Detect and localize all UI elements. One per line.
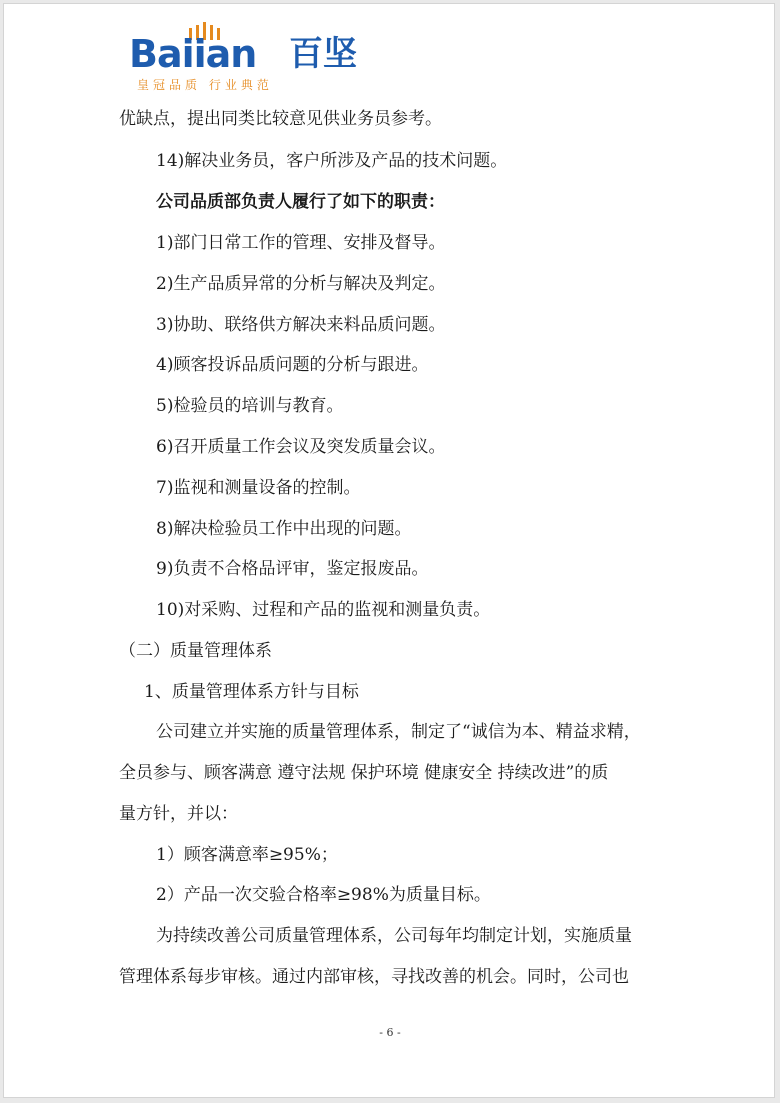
subsection-heading: 1、质量管理体系方针与目标	[144, 682, 359, 702]
logo-tagline: 皇冠品质 行业典范	[137, 78, 273, 92]
company-logo	[129, 22, 369, 92]
closing-line: 为持续改善公司质量管理体系，公司每年均制定计划，实施质量	[156, 926, 632, 946]
target-item: 1）顾客满意率≥95%；	[156, 845, 338, 865]
duties-heading: 公司品质部负责人履行了如下的职责：	[156, 192, 445, 212]
duty-item: 5)检验员的培训与教育。	[156, 396, 344, 416]
duty-item: 8)解决检验员工作中出现的问题。	[156, 519, 412, 539]
duty-item: 1)部门日常工作的管理、安排及督导。	[156, 233, 446, 253]
duty-item: 6)召开质量工作会议及突发质量会议。	[156, 437, 446, 457]
policy-line: 全员参与、顾客满意 遵守法规 保护环境 健康安全 持续改进”的质	[119, 763, 609, 783]
policy-line: 量方针，并以：	[119, 804, 238, 824]
duty-item: 2)生产品质异常的分析与解决及判定。	[156, 274, 446, 294]
document-page	[3, 3, 775, 1098]
body-line: 优缺点，提出同类比较意见供业务员参考。	[119, 109, 442, 129]
policy-line: 公司建立并实施的质量管理体系，制定了“诚信为本、精益求精，	[156, 722, 641, 742]
duty-item: 4)顾客投诉品质问题的分析与跟进。	[156, 355, 429, 375]
page-number: - 6 -	[379, 1026, 401, 1039]
duty-item: 7)监视和测量设备的控制。	[156, 478, 361, 498]
logo-wordmark: Baiian	[129, 32, 257, 76]
section-heading: （二）质量管理体系	[119, 641, 272, 661]
closing-line: 管理体系每步审核。通过内部审核，寻找改善的机会。同时，公司也	[119, 967, 629, 987]
duty-item: 3)协助、联络供方解决来料品质问题。	[156, 315, 446, 335]
duty-item: 9)负责不合格品评审，鉴定报废品。	[156, 559, 429, 579]
body-line: 14)解决业务员，客户所涉及产品的技术问题。	[156, 151, 508, 171]
duty-item: 10)对采购、过程和产品的监视和测量负责。	[156, 600, 491, 620]
logo-chinese-name: 百坚	[289, 34, 357, 74]
target-item: 2）产品一次交验合格率≥98%为质量目标。	[156, 885, 491, 905]
